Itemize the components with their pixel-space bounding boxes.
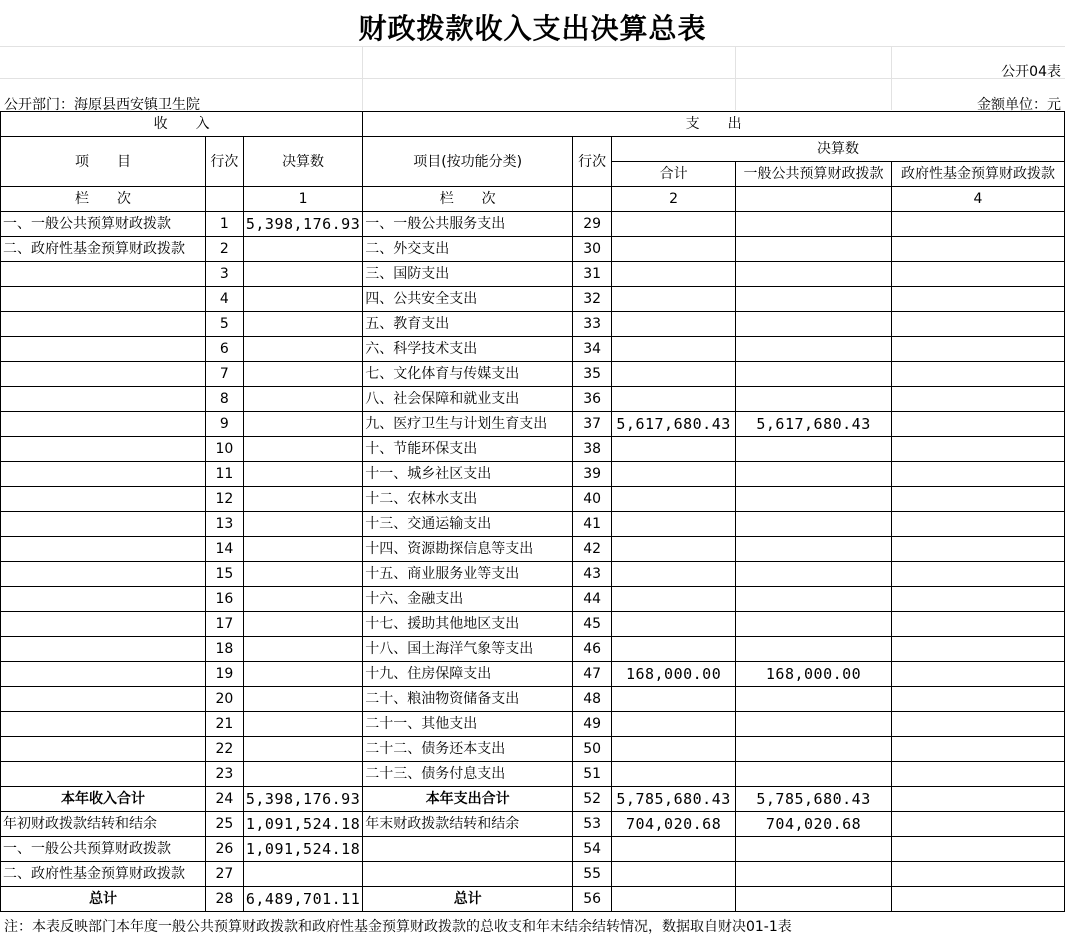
expense-total: [612, 712, 736, 737]
income-row-no: 13: [205, 512, 243, 537]
expense-row-no: 46: [573, 637, 612, 662]
table-row: [1, 587, 1065, 612]
expense-fund: [892, 712, 1065, 737]
expense-item: 二十一、其他支出: [363, 712, 573, 737]
expense-row-no: 29: [573, 212, 612, 237]
expense-general: [736, 562, 892, 587]
income-header: 收 入: [1, 112, 363, 137]
expense-general: [736, 212, 892, 237]
expense-row-no: 31: [573, 262, 612, 287]
expense-row-no: 37: [573, 412, 612, 437]
summary-income-item: 本年收入合计: [1, 787, 206, 812]
summary-expense-fund: [892, 887, 1065, 912]
expense-total: [612, 462, 736, 487]
income-item: [1, 487, 206, 512]
expense-row-no: 35: [573, 362, 612, 387]
income-amount: [243, 537, 362, 562]
summary-expense-general: [736, 837, 892, 862]
expense-row-no: 33: [573, 312, 612, 337]
expense-item: 二十三、债务付息支出: [363, 762, 573, 787]
expense-item: 十八、国土海洋气象等支出: [363, 637, 573, 662]
income-amount: [243, 312, 362, 337]
expense-item: 五、教育支出: [363, 312, 573, 337]
expense-fund: [892, 337, 1065, 362]
income-row-no: 17: [205, 612, 243, 637]
table-row: [1, 287, 1065, 312]
expense-general: [736, 362, 892, 387]
expense-row-no: 42: [573, 537, 612, 562]
expense-row-no: 45: [573, 612, 612, 637]
income-amount: [243, 637, 362, 662]
expense-item: 六、科学技术支出: [363, 337, 573, 362]
empty-cell: [573, 187, 612, 212]
expense-item: 十二、农林水支出: [363, 487, 573, 512]
income-item: [1, 762, 206, 787]
summary-income-row-no: 25: [205, 812, 243, 837]
income-amount: [243, 712, 362, 737]
income-item: [1, 587, 206, 612]
income-amount: [243, 662, 362, 687]
income-amount: [243, 562, 362, 587]
expense-total: [612, 362, 736, 387]
expense-fund: [892, 762, 1065, 787]
expense-total: [612, 562, 736, 587]
income-row-no: 7: [205, 362, 243, 387]
expense-total: [612, 212, 736, 237]
income-amount: 5,398,176.93: [243, 212, 362, 237]
expense-general: [736, 687, 892, 712]
income-row-no: 19: [205, 662, 243, 687]
expense-row-no: 50: [573, 737, 612, 762]
expense-total: [612, 262, 736, 287]
expense-general: [736, 312, 892, 337]
expense-fund: [892, 512, 1065, 537]
table-row: [1, 262, 1065, 287]
expense-item: 二十、粮油物资储备支出: [363, 687, 573, 712]
grid-line: [0, 78, 1065, 79]
summary-expense-item: 年末财政拨款结转和结余: [363, 812, 573, 837]
expense-general: [736, 462, 892, 487]
expense-row-no: 49: [573, 712, 612, 737]
expense-fund: [892, 737, 1065, 762]
expense-total: [612, 287, 736, 312]
expense-fund: [892, 312, 1065, 337]
expense-fund: [892, 287, 1065, 312]
expense-item: 三、国防支出: [363, 262, 573, 287]
summary-expense-item: [363, 837, 573, 862]
expense-row-no: 38: [573, 437, 612, 462]
table-row: [1, 337, 1065, 362]
expense-item: 十四、资源勘探信息等支出: [363, 537, 573, 562]
summary-row: [1, 862, 1065, 887]
income-amount: [243, 587, 362, 612]
income-item: [1, 537, 206, 562]
expense-general: [736, 237, 892, 262]
empty-cell: [205, 187, 243, 212]
summary-expense-general: [736, 862, 892, 887]
col-1-label: 1: [243, 187, 362, 212]
income-item: [1, 712, 206, 737]
table-row: [1, 612, 1065, 637]
table-row: [1, 412, 1065, 437]
income-item: [1, 287, 206, 312]
summary-expense-fund: [892, 862, 1065, 887]
expense-item: 十三、交通运输支出: [363, 512, 573, 537]
summary-income-item: 二、政府性基金预算财政拨款: [1, 862, 206, 887]
summary-expense-item: [363, 862, 573, 887]
income-row-no: 6: [205, 337, 243, 362]
table-row: [1, 237, 1065, 262]
expense-fund: [892, 612, 1065, 637]
expense-total: [612, 437, 736, 462]
income-item: [1, 512, 206, 537]
expense-fund: [892, 562, 1065, 587]
income-amount: [243, 462, 362, 487]
department-label: 公开部门：海原县西安镇卫生院: [4, 97, 200, 113]
income-amount: [243, 612, 362, 637]
grid-line: [362, 46, 363, 110]
expense-row-no: 39: [573, 462, 612, 487]
column-label: 栏 次: [1, 187, 206, 212]
summary-row: [1, 837, 1065, 862]
summary-expense-item: 本年支出合计: [363, 787, 573, 812]
income-item: 一、一般公共预算财政拨款: [1, 212, 206, 237]
summary-expense-row-no: 53: [573, 812, 612, 837]
income-row-no: 8: [205, 387, 243, 412]
empty-cell: [736, 187, 892, 212]
expense-general: [736, 612, 892, 637]
summary-expense-general: [736, 887, 892, 912]
expense-total: 168,000.00: [612, 662, 736, 687]
expense-general: [736, 262, 892, 287]
row-no-header: 行次: [205, 137, 243, 187]
col-2-label: 2: [612, 187, 736, 212]
gov-fund-header: 政府性基金预算财政拨款: [892, 162, 1065, 187]
expense-total: [612, 762, 736, 787]
expense-item: 二十二、债务还本支出: [363, 737, 573, 762]
income-amount: [243, 262, 362, 287]
expense-total: [612, 312, 736, 337]
summary-income-amount: 5,398,176.93: [243, 787, 362, 812]
summary-income-row-no: 26: [205, 837, 243, 862]
table-row: [1, 712, 1065, 737]
expense-header: 支 出: [363, 112, 1065, 137]
income-amount: [243, 512, 362, 537]
grid-line: [0, 46, 1065, 47]
summary-row: [1, 787, 1065, 812]
expense-general: [736, 437, 892, 462]
table-row: [1, 362, 1065, 387]
expense-fund: [892, 212, 1065, 237]
summary-expense-fund: [892, 837, 1065, 862]
expense-row-no: 36: [573, 387, 612, 412]
summary-income-item: 年初财政拨款结转和结余: [1, 812, 206, 837]
income-amount: [243, 387, 362, 412]
expense-total: [612, 487, 736, 512]
summary-row: [1, 812, 1065, 837]
expense-total: [612, 237, 736, 262]
grid-line: [891, 46, 892, 110]
expense-total: [612, 612, 736, 637]
income-amount: [243, 487, 362, 512]
expense-total: [612, 337, 736, 362]
income-amount: [243, 737, 362, 762]
column-label: 栏 次: [363, 187, 573, 212]
summary-expense-row-no: 54: [573, 837, 612, 862]
expense-fund: [892, 462, 1065, 487]
table-row: [1, 537, 1065, 562]
income-amount: [243, 287, 362, 312]
expense-general: [736, 712, 892, 737]
income-item: 二、政府性基金预算财政拨款: [1, 237, 206, 262]
income-row-no: 23: [205, 762, 243, 787]
income-item: [1, 612, 206, 637]
expense-total: [612, 387, 736, 412]
table-row: [1, 312, 1065, 337]
expense-general: [736, 762, 892, 787]
expense-item: 四、公共安全支出: [363, 287, 573, 312]
expense-row-no: 43: [573, 562, 612, 587]
expense-general: [736, 337, 892, 362]
income-amount: [243, 437, 362, 462]
income-row-no: 3: [205, 262, 243, 287]
expense-general: [736, 487, 892, 512]
expense-row-no: 30: [573, 237, 612, 262]
income-row-no: 18: [205, 637, 243, 662]
summary-expense-general: 704,020.68: [736, 812, 892, 837]
expense-item: 十七、援助其他地区支出: [363, 612, 573, 637]
final-amount-header: 决算数: [243, 137, 362, 187]
income-row-no: 14: [205, 537, 243, 562]
expense-item: 十五、商业服务业等支出: [363, 562, 573, 587]
summary-expense-total: [612, 862, 736, 887]
func-item-header: 项目(按功能分类): [363, 137, 573, 187]
expense-total: [612, 537, 736, 562]
summary-expense-total: [612, 887, 736, 912]
income-amount: [243, 337, 362, 362]
item-header: 项 目: [1, 137, 206, 187]
expense-item: 十、节能环保支出: [363, 437, 573, 462]
expense-item: 十九、住房保障支出: [363, 662, 573, 687]
income-row-no: 12: [205, 487, 243, 512]
summary-expense-fund: [892, 787, 1065, 812]
expense-item: 十一、城乡社区支出: [363, 462, 573, 487]
general-budget-header: 一般公共预算财政拨款: [736, 162, 892, 187]
summary-income-item: 总计: [1, 887, 206, 912]
expense-fund: [892, 437, 1065, 462]
expense-fund: [892, 537, 1065, 562]
summary-expense-row-no: 55: [573, 862, 612, 887]
summary-income-amount: 1,091,524.18: [243, 837, 362, 862]
total-header: 合计: [612, 162, 736, 187]
expense-row-no-header: 行次: [573, 137, 612, 187]
summary-income-row-no: 28: [205, 887, 243, 912]
expense-final-header: 决算数: [612, 137, 1065, 162]
income-row-no: 5: [205, 312, 243, 337]
expense-total: [612, 687, 736, 712]
expense-general: [736, 537, 892, 562]
summary-income-amount: 6,489,701.11: [243, 887, 362, 912]
expense-row-no: 41: [573, 512, 612, 537]
table-row: [1, 512, 1065, 537]
expense-item: 二、外交支出: [363, 237, 573, 262]
expense-row-no: 34: [573, 337, 612, 362]
expense-general: [736, 512, 892, 537]
expense-fund: [892, 412, 1065, 437]
expense-row-no: 40: [573, 487, 612, 512]
table-row: [1, 462, 1065, 487]
summary-row: [1, 887, 1065, 912]
income-row-no: 2: [205, 237, 243, 262]
summary-income-row-no: 27: [205, 862, 243, 887]
income-item: [1, 637, 206, 662]
budget-table: [0, 111, 1065, 912]
income-row-no: 1: [205, 212, 243, 237]
summary-expense-general: 5,785,680.43: [736, 787, 892, 812]
expense-fund: [892, 362, 1065, 387]
income-item: [1, 412, 206, 437]
expense-row-no: 44: [573, 587, 612, 612]
expense-general: 5,617,680.43: [736, 412, 892, 437]
expense-item: 十六、金融支出: [363, 587, 573, 612]
expense-general: [736, 387, 892, 412]
table-row: [1, 737, 1065, 762]
expense-fund: [892, 687, 1065, 712]
page-title: 财政拨款收入支出决算总表: [358, 12, 707, 45]
income-item: [1, 562, 206, 587]
income-row-no: 15: [205, 562, 243, 587]
summary-income-row-no: 24: [205, 787, 243, 812]
summary-expense-total: 704,020.68: [612, 812, 736, 837]
expense-fund: [892, 237, 1065, 262]
col-4-label: 4: [892, 187, 1065, 212]
income-amount: [243, 762, 362, 787]
summary-income-amount: 1,091,524.18: [243, 812, 362, 837]
expense-general: [736, 737, 892, 762]
summary-expense-row-no: 52: [573, 787, 612, 812]
income-item: [1, 362, 206, 387]
grid-line: [735, 46, 736, 110]
expense-total: [612, 737, 736, 762]
expense-item: 八、社会保障和就业支出: [363, 387, 573, 412]
income-row-no: 11: [205, 462, 243, 487]
expense-general: [736, 637, 892, 662]
table-row: [1, 437, 1065, 462]
expense-general: 168,000.00: [736, 662, 892, 687]
income-item: [1, 737, 206, 762]
expense-total: [612, 512, 736, 537]
form-code: 公开04表: [1001, 64, 1061, 80]
summary-income-item: 一、一般公共预算财政拨款: [1, 837, 206, 862]
summary-expense-row-no: 56: [573, 887, 612, 912]
footnote: 注：本表反映部门本年度一般公共预算财政拨款和政府性基金预算财政拨款的总收支和年末结余结转情况，数据取自财决01-1表: [4, 919, 792, 935]
expense-general: [736, 587, 892, 612]
expense-row-no: 47: [573, 662, 612, 687]
unit-label: 金额单位：元: [977, 97, 1061, 113]
expense-row-no: 48: [573, 687, 612, 712]
income-item: [1, 462, 206, 487]
income-row-no: 10: [205, 437, 243, 462]
expense-fund: [892, 637, 1065, 662]
income-row-no: 9: [205, 412, 243, 437]
income-item: [1, 387, 206, 412]
expense-total: [612, 587, 736, 612]
expense-item: 七、文化体育与传媒支出: [363, 362, 573, 387]
expense-fund: [892, 387, 1065, 412]
expense-total: 5,617,680.43: [612, 412, 736, 437]
table-row: [1, 562, 1065, 587]
income-item: [1, 662, 206, 687]
income-item: [1, 687, 206, 712]
expense-row-no: 51: [573, 762, 612, 787]
summary-expense-fund: [892, 812, 1065, 837]
table-row: [1, 762, 1065, 787]
income-item: [1, 262, 206, 287]
summary-expense-item: 总计: [363, 887, 573, 912]
summary-income-amount: [243, 862, 362, 887]
income-item: [1, 437, 206, 462]
income-amount: [243, 362, 362, 387]
income-row-no: 20: [205, 687, 243, 712]
table-row: [1, 637, 1065, 662]
summary-expense-total: [612, 837, 736, 862]
expense-total: [612, 637, 736, 662]
expense-fund: [892, 587, 1065, 612]
table-row: [1, 662, 1065, 687]
income-row-no: 16: [205, 587, 243, 612]
table-row: [1, 212, 1065, 237]
table-row: [1, 487, 1065, 512]
expense-item: 九、医疗卫生与计划生育支出: [363, 412, 573, 437]
income-amount: [243, 412, 362, 437]
income-row-no: 22: [205, 737, 243, 762]
income-row-no: 21: [205, 712, 243, 737]
expense-fund: [892, 487, 1065, 512]
expense-fund: [892, 262, 1065, 287]
expense-fund: [892, 662, 1065, 687]
income-amount: [243, 687, 362, 712]
table-row: [1, 387, 1065, 412]
table-row: [1, 687, 1065, 712]
expense-row-no: 32: [573, 287, 612, 312]
summary-expense-total: 5,785,680.43: [612, 787, 736, 812]
income-row-no: 4: [205, 287, 243, 312]
income-item: [1, 312, 206, 337]
income-amount: [243, 237, 362, 262]
expense-general: [736, 287, 892, 312]
expense-item: 一、一般公共服务支出: [363, 212, 573, 237]
income-item: [1, 337, 206, 362]
